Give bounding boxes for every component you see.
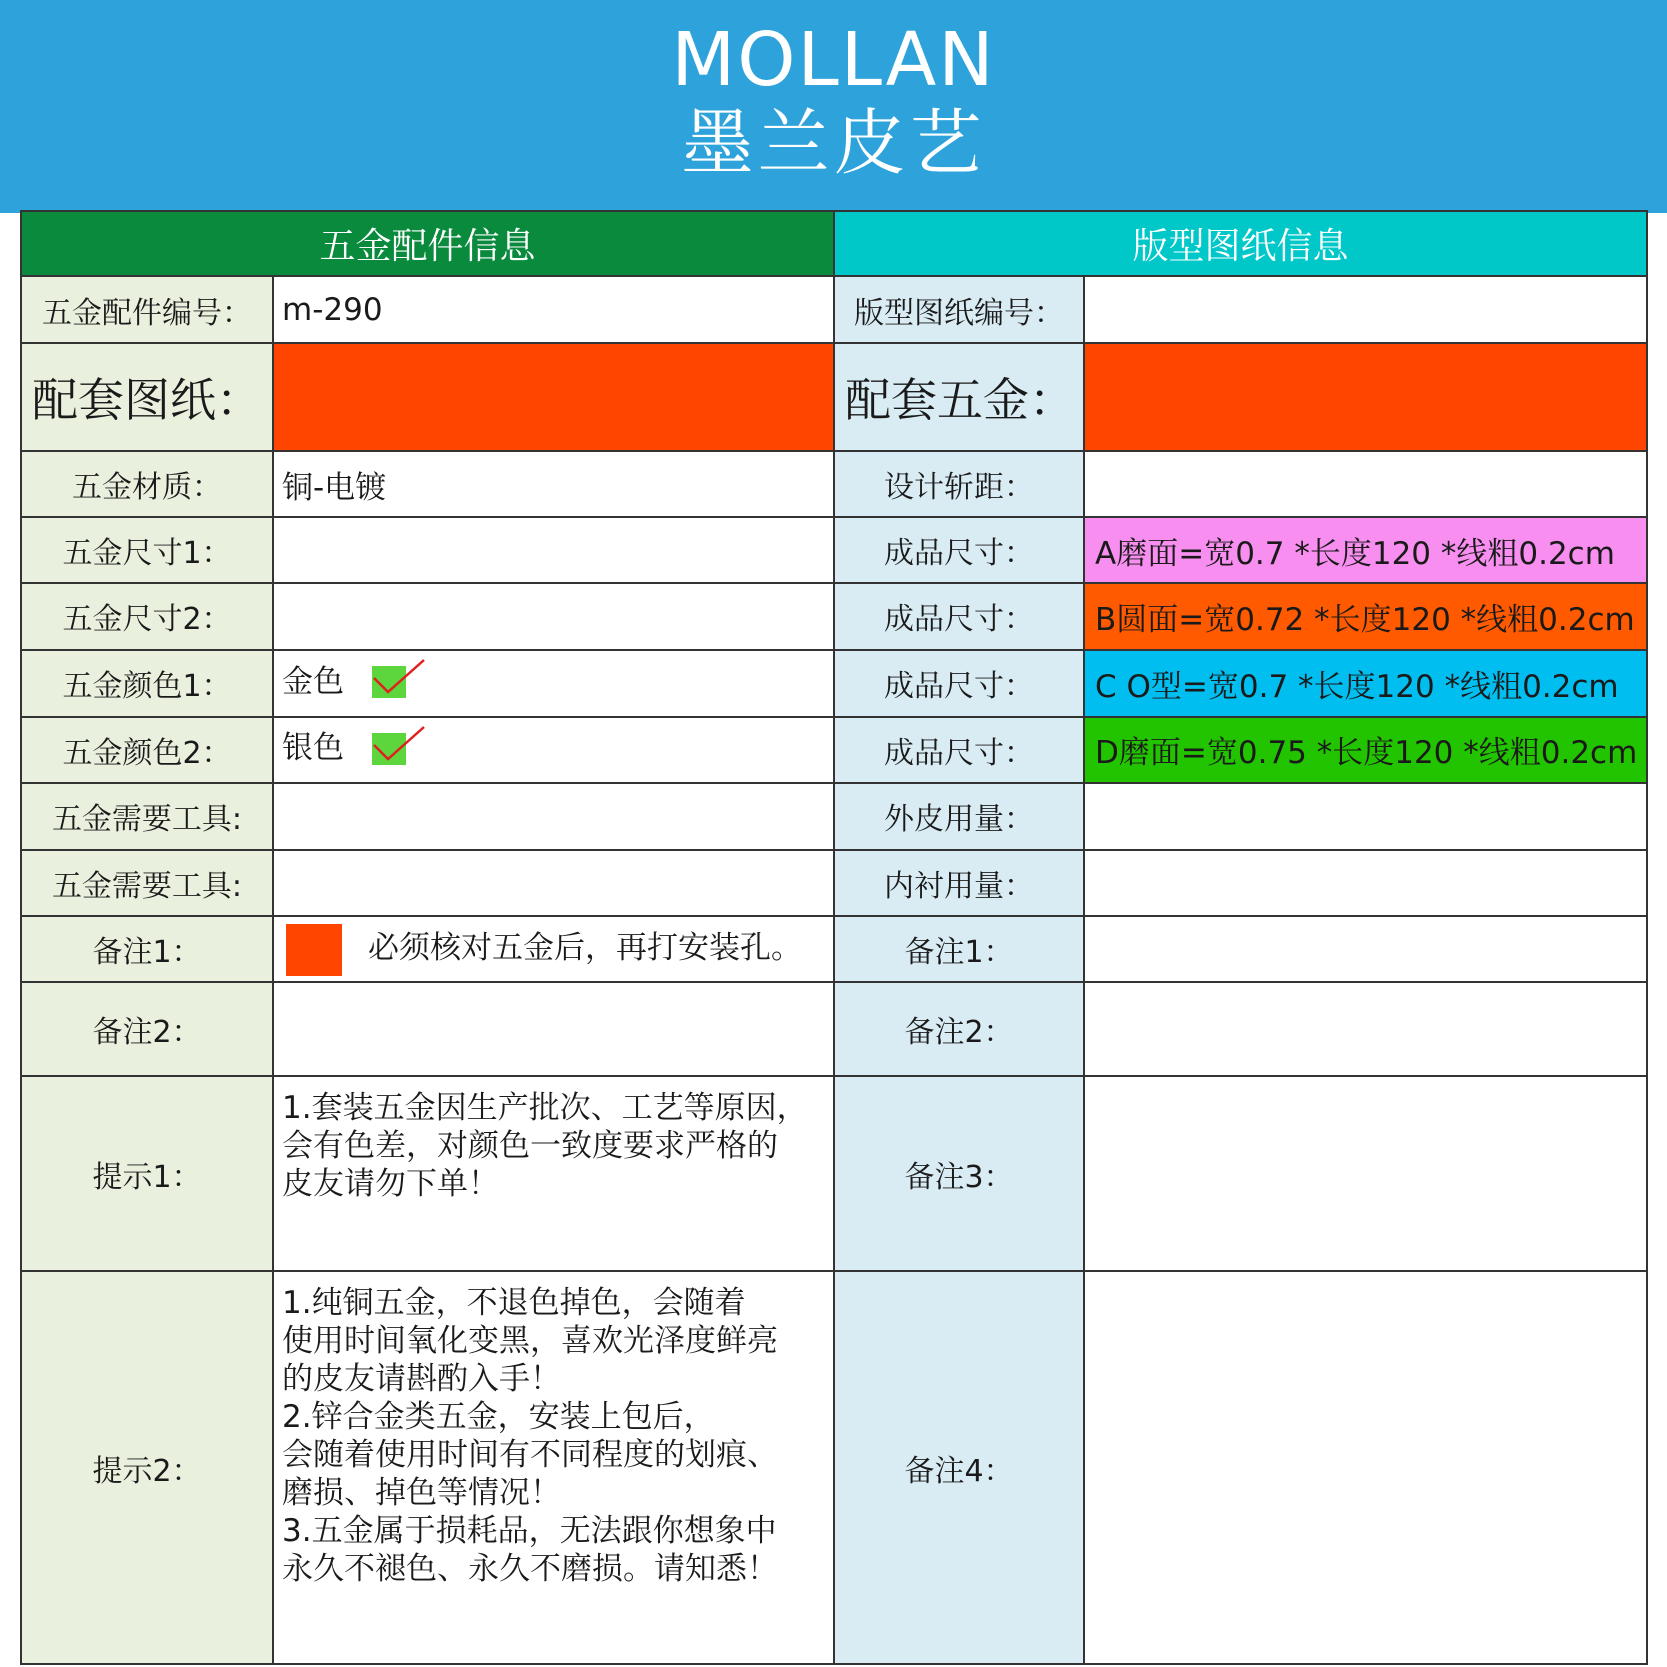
note2-label-right: 备注2： [834, 982, 1084, 1076]
lining-value [1084, 850, 1647, 916]
note1-label: 备注1： [21, 916, 273, 982]
brand-logo-cn: 墨兰皮艺 [681, 101, 986, 185]
matching-pattern-highlight [273, 343, 834, 451]
note4-label: 备注4： [834, 1271, 1084, 1664]
tip1-text: 1.套装五金因生产批次、工艺等原因， 会有色差，对颜色一致度要求严格的 皮友请勿下单！ [273, 1076, 834, 1271]
tools-label: 五金需要工具: [21, 850, 273, 916]
matching-hardware-label: 配套五金： [834, 343, 1084, 451]
hardware-color1-cell [273, 650, 834, 717]
lining-label: 内衬用量： [834, 850, 1084, 916]
finished-size-label: 成品尺寸： [834, 517, 1084, 583]
hardware-code-label: 五金配件编号： [21, 276, 273, 343]
pattern-info-header: 版型图纸信息 [834, 211, 1647, 276]
note3-value [1084, 1076, 1647, 1271]
hardware-size2-label: 五金尺寸2： [21, 583, 273, 649]
outer-leather-label: 外皮用量： [834, 783, 1084, 850]
pattern-code-label: 版型图纸编号： [834, 276, 1084, 343]
hardware-info-header: 五金配件信息 [21, 211, 834, 276]
hardware-code-value: m-290 [273, 276, 834, 343]
material-label: 五金材质： [21, 451, 273, 517]
note1-value: 必须核对五金后，再打安装孔。 [368, 930, 802, 967]
hardware-color2-cell [273, 717, 834, 783]
note4-value [1084, 1271, 1647, 1664]
cut-distance-value [1084, 451, 1647, 517]
tools-value [273, 850, 834, 916]
note2-label: 备注2： [21, 982, 273, 1076]
note1-cell [273, 916, 834, 982]
tip2-label: 提示2： [21, 1271, 273, 1664]
checkbox-checked-icon [370, 656, 426, 710]
note2-value [273, 982, 834, 1076]
hardware-color1-value: 金色 [282, 663, 344, 700]
matching-pattern-label: 配套图纸： [21, 343, 273, 451]
hardware-color1-label: 五金颜色1： [21, 650, 273, 717]
note3-label: 备注3： [834, 1076, 1084, 1271]
tools-label: 五金需要工具: [21, 783, 273, 850]
tip1-label: 提示1： [21, 1076, 273, 1271]
brand-logo-en: MOLLAN [671, 17, 996, 103]
finished-size-label: 成品尺寸： [834, 650, 1084, 717]
spec-table [20, 210, 1648, 1665]
hardware-size1-value [273, 517, 834, 583]
brand-header [0, 0, 1667, 213]
hardware-color2-label: 五金颜色2： [21, 717, 273, 783]
material-value: 铜-电镀 [273, 451, 834, 517]
note1-value-right [1084, 916, 1647, 982]
pattern-code-value [1084, 276, 1647, 343]
cut-distance-label: 设计斩距： [834, 451, 1084, 517]
finished-size-d: D磨面=宽0.75 *长度120 *线粗0.2cm [1084, 717, 1647, 783]
checkbox-checked-icon [370, 723, 426, 777]
matching-hardware-highlight [1084, 343, 1647, 451]
hardware-size2-value [273, 583, 834, 649]
hardware-color2-value: 银色 [282, 730, 344, 767]
finished-size-c: C O型=宽0.7 *长度120 *线粗0.2cm [1084, 650, 1647, 717]
finished-size-label: 成品尺寸： [834, 717, 1084, 783]
note1-label-right: 备注1： [834, 916, 1084, 982]
finished-size-label: 成品尺寸： [834, 583, 1084, 649]
tools-value [273, 783, 834, 850]
outer-leather-value [1084, 783, 1647, 850]
finished-size-b: B圆面=宽0.72 *长度120 *线粗0.2cm [1084, 583, 1647, 649]
tip2-text: 1.纯铜五金，不退色掉色，会随着 使用时间氧化变黑，喜欢光泽度鲜亮 的皮友请斟酌入手！ 2.锌合金类五金，安装上包后， 会随着使用时间有不同程度的划痕、 磨损、掉色等情况！ 3.五金属于损耗品，无法跟你想象中 永久不褪色、永久不磨损。请知悉！ [273, 1271, 834, 1664]
note2-value-right [1084, 982, 1647, 1076]
finished-size-a: A磨面=宽0.7 *长度120 *线粗0.2cm [1084, 517, 1647, 583]
hardware-size1-label: 五金尺寸1： [21, 517, 273, 583]
orange-marker [286, 924, 342, 976]
